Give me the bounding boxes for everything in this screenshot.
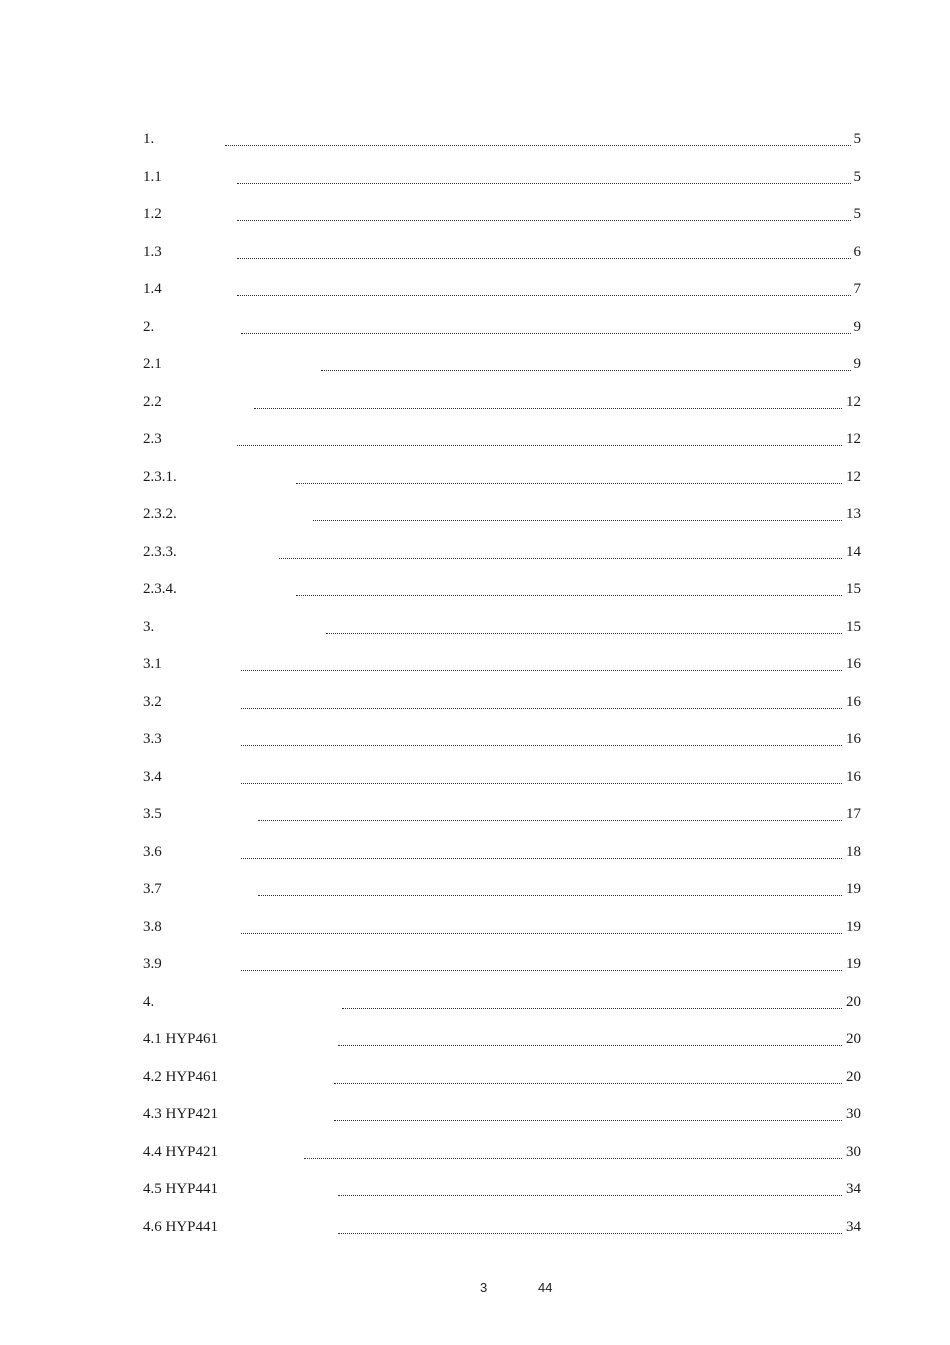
toc-entry[interactable] xyxy=(143,202,861,240)
toc-entry-page: 34 xyxy=(845,1215,861,1239)
toc-dot-leader xyxy=(334,1081,842,1084)
table-of-contents xyxy=(143,127,861,1252)
toc-dot-leader xyxy=(342,1006,842,1009)
toc-entry-number: 2.3.2. xyxy=(143,506,177,522)
toc-dot-leader xyxy=(241,668,842,671)
toc-entry[interactable] xyxy=(143,127,861,165)
toc-entry-number: 3.2 xyxy=(143,693,162,710)
toc-dot-leader xyxy=(237,256,851,259)
toc-dot-leader xyxy=(326,631,842,634)
toc-dot-leader xyxy=(241,743,842,746)
toc-entry[interactable] xyxy=(143,352,861,390)
toc-entry-number: 2.3 xyxy=(143,431,162,447)
toc-entry-number: 4.5 HYP441 xyxy=(143,1181,219,1197)
toc-entry-page: 13 xyxy=(845,502,861,526)
toc-entry[interactable] xyxy=(143,952,861,990)
toc-entry-number: 3.1 xyxy=(143,656,162,672)
toc-entry-page: 12 xyxy=(845,427,861,451)
toc-dot-leader xyxy=(338,1043,842,1046)
toc-entry[interactable] xyxy=(143,652,861,690)
toc-entry[interactable] xyxy=(143,765,861,803)
toc-entry-number: 1.4 xyxy=(143,281,162,297)
toc-entry[interactable] xyxy=(143,1215,861,1253)
toc-entry-page: 12 xyxy=(845,390,861,414)
toc-entry-page: 34 xyxy=(845,1177,861,1201)
toc-entry-number: 1.3 xyxy=(143,243,162,260)
page-number-total: 44 xyxy=(538,1280,553,1295)
toc-entry[interactable] xyxy=(143,727,861,765)
toc-entry-page: 5 xyxy=(853,202,862,226)
toc-dot-leader xyxy=(237,293,851,296)
toc-dot-leader xyxy=(279,556,842,559)
toc-entry[interactable] xyxy=(143,990,861,1028)
toc-entry[interactable] xyxy=(143,427,861,465)
toc-entry-number: 3.5 xyxy=(143,806,162,822)
toc-entry-number: 2.1 xyxy=(143,356,162,372)
toc-entry-page: 6 xyxy=(853,240,862,264)
toc-entry[interactable] xyxy=(143,615,861,653)
toc-entry-number: 1.2 xyxy=(143,206,162,222)
toc-entry[interactable] xyxy=(143,577,861,615)
toc-dot-leader xyxy=(296,481,842,484)
toc-dot-leader xyxy=(237,443,842,446)
toc-entry-page: 17 xyxy=(845,802,861,826)
toc-dot-leader xyxy=(225,143,851,146)
toc-dot-leader xyxy=(241,856,842,859)
toc-entry-number: 2.3.4. xyxy=(143,581,177,597)
toc-entry-number: 3.9 xyxy=(143,956,162,972)
toc-dot-leader xyxy=(241,706,842,709)
toc-entry-page: 30 xyxy=(845,1102,861,1126)
toc-entry[interactable] xyxy=(143,315,861,353)
toc-entry-page: 9 xyxy=(853,352,862,376)
toc-entry[interactable] xyxy=(143,277,861,315)
toc-entry-page: 16 xyxy=(845,765,861,789)
toc-entry[interactable] xyxy=(143,390,861,428)
toc-entry[interactable] xyxy=(143,1065,861,1103)
toc-entry[interactable] xyxy=(143,1102,861,1140)
toc-entry-page: 5 xyxy=(853,165,862,189)
toc-entry-number: 1. xyxy=(143,131,155,147)
toc-entry[interactable] xyxy=(143,840,861,878)
toc-entry-page: 19 xyxy=(845,952,861,976)
toc-entry[interactable] xyxy=(143,165,861,203)
toc-entry-number: 1.1 xyxy=(143,168,162,185)
toc-dot-leader xyxy=(321,368,851,371)
toc-entry-page: 16 xyxy=(845,652,861,676)
toc-entry-number: 2.3.1. xyxy=(143,468,177,485)
toc-dot-leader xyxy=(241,781,842,784)
toc-entry-page: 19 xyxy=(845,915,861,939)
toc-entry-number: 4.4 HYP421 xyxy=(143,1143,219,1160)
toc-entry[interactable] xyxy=(143,915,861,953)
toc-entry[interactable] xyxy=(143,240,861,278)
toc-dot-leader xyxy=(338,1193,842,1196)
toc-entry-page: 20 xyxy=(845,1065,861,1089)
toc-entry-number: 2.3.3. xyxy=(143,543,177,560)
toc-dot-leader xyxy=(258,818,842,821)
toc-entry-page: 14 xyxy=(845,540,861,564)
toc-entry-number: 3.6 xyxy=(143,843,162,860)
toc-dot-leader xyxy=(313,518,842,521)
toc-entry-page: 18 xyxy=(845,840,861,864)
toc-dot-leader xyxy=(254,406,842,409)
toc-entry-page: 9 xyxy=(853,315,862,339)
toc-dot-leader xyxy=(338,1231,842,1234)
toc-entry[interactable] xyxy=(143,540,861,578)
toc-entry[interactable] xyxy=(143,1177,861,1215)
page-footer xyxy=(0,1280,950,1300)
toc-dot-leader xyxy=(241,931,842,934)
toc-entry-page: 20 xyxy=(845,1027,861,1051)
toc-entry[interactable] xyxy=(143,802,861,840)
toc-dot-leader xyxy=(334,1118,842,1121)
toc-entry[interactable] xyxy=(143,1140,861,1178)
toc-entry-page: 16 xyxy=(845,727,861,751)
toc-entry-number: 4.1 HYP461 xyxy=(143,1031,219,1047)
toc-dot-leader xyxy=(258,893,842,896)
toc-entry-page: 15 xyxy=(845,577,861,601)
toc-dot-leader xyxy=(296,593,842,596)
toc-entry-number: 3.8 xyxy=(143,918,162,935)
toc-entry-number: 4.3 HYP421 xyxy=(143,1106,219,1122)
toc-entry-number: 3. xyxy=(143,618,155,635)
toc-entry[interactable] xyxy=(143,465,861,503)
toc-entry-page: 19 xyxy=(845,877,861,901)
toc-entry-number: 3.3 xyxy=(143,731,162,747)
toc-dot-leader xyxy=(304,1156,842,1159)
toc-entry-number: 3.7 xyxy=(143,881,162,897)
toc-entry[interactable] xyxy=(143,877,861,915)
toc-entry-number: 4. xyxy=(143,993,155,1010)
toc-entry[interactable] xyxy=(143,690,861,728)
toc-entry-page: 20 xyxy=(845,990,861,1014)
toc-entry-page: 12 xyxy=(845,465,861,489)
toc-entry-page: 30 xyxy=(845,1140,861,1164)
toc-entry-number: 2.2 xyxy=(143,393,162,410)
toc-entry-number: 2. xyxy=(143,318,155,335)
toc-entry-page: 5 xyxy=(853,127,862,151)
toc-entry[interactable] xyxy=(143,1027,861,1065)
toc-entry-number: 4.6 HYP441 xyxy=(143,1218,219,1235)
toc-entry[interactable] xyxy=(143,502,861,540)
toc-entry-page: 7 xyxy=(853,277,862,301)
toc-dot-leader xyxy=(241,968,842,971)
page-number-current: 3 xyxy=(480,1280,488,1295)
toc-dot-leader xyxy=(237,218,851,221)
toc-entry-number: 3.4 xyxy=(143,768,162,785)
toc-dot-leader xyxy=(237,181,851,184)
toc-dot-leader xyxy=(241,331,851,334)
toc-entry-page: 16 xyxy=(845,690,861,714)
toc-entry-number: 4.2 HYP461 xyxy=(143,1068,219,1085)
toc-entry-page: 15 xyxy=(845,615,861,639)
